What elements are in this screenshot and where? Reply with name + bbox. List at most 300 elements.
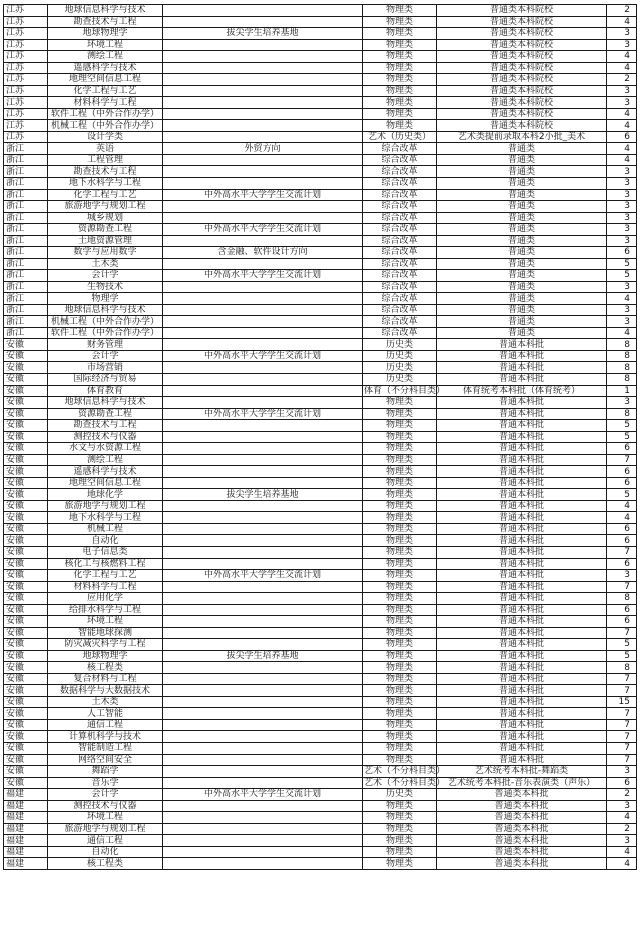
subject-cell: 物理类 xyxy=(363,650,437,662)
note-cell xyxy=(163,316,363,328)
table-row xyxy=(4,546,637,558)
major-cell: 遥感科学与技术 xyxy=(48,466,163,478)
subject-cell: 体育（不分科目类） xyxy=(364,385,446,396)
batch-cell: 普通本科批 xyxy=(437,616,607,628)
batch-cell: 普通类本科院校 xyxy=(437,62,607,74)
plan-count-cell: 3 xyxy=(607,189,637,201)
note-cell xyxy=(163,281,363,293)
subject-cell: 综合改革 xyxy=(363,189,437,201)
table-row xyxy=(4,16,637,28)
major-cell: 材料科学与工程 xyxy=(48,581,163,593)
plan-count-cell: 3 xyxy=(607,39,637,51)
province-cell: 浙江 xyxy=(4,154,48,166)
table-row xyxy=(4,500,637,512)
plan-count-cell: 3 xyxy=(607,766,637,778)
plan-count-cell: 3 xyxy=(607,235,637,247)
plan-count-cell: 8 xyxy=(607,374,637,386)
subject-cell: 物理类 xyxy=(363,512,437,524)
subject-cell: 物理类 xyxy=(363,604,437,616)
note-cell xyxy=(163,62,363,74)
batch-cell: 普通类 xyxy=(437,189,607,201)
plan-count-cell: 5 xyxy=(607,489,637,501)
batch-cell: 体育统考本科批（体育统考） xyxy=(437,385,607,397)
province-cell: 江苏 xyxy=(4,120,48,132)
plan-count-cell: 4 xyxy=(607,108,637,120)
major-cell: 化学工程与工艺 xyxy=(48,85,163,97)
province-cell: 安徽 xyxy=(4,350,48,362)
batch-cell: 普通本科批 xyxy=(437,397,607,409)
plan-count-cell: 6 xyxy=(607,466,637,478)
note-cell xyxy=(163,604,363,616)
note-cell xyxy=(163,293,363,305)
province-cell: 安徽 xyxy=(4,546,48,558)
batch-cell: 普通类 xyxy=(437,247,607,259)
note-cell xyxy=(163,16,363,28)
note-cell xyxy=(163,673,363,685)
batch-cell: 艺术统考本科批-音乐表演类（声乐） xyxy=(437,777,607,789)
batch-cell: 普通本科批 xyxy=(437,650,607,662)
major-cell: 自动化 xyxy=(48,846,163,858)
admission-plan-table xyxy=(3,4,637,870)
province-cell: 江苏 xyxy=(4,5,48,17)
plan-count-cell: 7 xyxy=(607,743,637,755)
table-row xyxy=(4,39,637,51)
major-cell: 旅游地学与规划工程 xyxy=(48,201,163,213)
province-cell: 安徽 xyxy=(4,339,48,351)
subject-cell: 物理类 xyxy=(363,85,437,97)
plan-count-cell: 7 xyxy=(607,454,637,466)
subject-cell: 综合改革 xyxy=(363,293,437,305)
major-cell: 土木类 xyxy=(48,258,163,270)
province-cell: 江苏 xyxy=(4,97,48,109)
subject-cell: 物理类 xyxy=(363,719,437,731)
plan-count-cell: 6 xyxy=(607,777,637,789)
major-cell: 会计学 xyxy=(48,350,163,362)
plan-count-cell: 8 xyxy=(607,350,637,362)
major-cell: 会计学 xyxy=(48,270,163,282)
table-row xyxy=(4,431,637,443)
province-cell: 福建 xyxy=(4,812,48,824)
note-cell xyxy=(163,443,363,455)
major-cell: 软件工程（中外合作办学） xyxy=(48,327,163,339)
major-cell: 舞蹈学 xyxy=(48,766,163,778)
table-row xyxy=(4,177,637,189)
table-row xyxy=(4,696,637,708)
batch-cell: 普通本科批 xyxy=(437,593,607,605)
subject-cell: 物理类 xyxy=(363,535,437,547)
table-row xyxy=(4,258,637,270)
province-cell: 安徽 xyxy=(4,604,48,616)
table-row xyxy=(4,662,637,674)
table-row xyxy=(4,408,637,420)
province-cell: 江苏 xyxy=(4,62,48,74)
table-row xyxy=(4,454,637,466)
subject-cell: 综合改革 xyxy=(363,327,437,339)
province-cell: 福建 xyxy=(4,858,48,870)
plan-count-cell: 4 xyxy=(607,500,637,512)
batch-cell: 普通类 xyxy=(437,327,607,339)
table-row xyxy=(4,62,637,74)
table-row xyxy=(4,270,637,282)
major-cell: 计算机科学与技术 xyxy=(48,731,163,743)
note-cell xyxy=(163,5,363,17)
province-cell: 安徽 xyxy=(4,650,48,662)
batch-cell: 普通本科批 xyxy=(437,754,607,766)
subject-cell: 物理类 xyxy=(363,581,437,593)
table-row xyxy=(4,108,637,120)
plan-count-cell: 3 xyxy=(607,28,637,40)
batch-cell: 普通本科批 xyxy=(437,719,607,731)
note-cell xyxy=(163,51,363,63)
major-cell: 地球信息科学与技术 xyxy=(48,5,163,17)
table-row xyxy=(4,754,637,766)
batch-cell: 普通类 xyxy=(437,270,607,282)
plan-count-cell: 6 xyxy=(607,477,637,489)
batch-cell: 普通类 xyxy=(437,293,607,305)
plan-count-cell: 2 xyxy=(607,5,637,17)
table-row xyxy=(4,350,637,362)
table-row xyxy=(4,766,637,778)
province-cell: 安徽 xyxy=(4,754,48,766)
major-cell: 地球信息科学与技术 xyxy=(48,304,163,316)
plan-count-cell: 4 xyxy=(607,512,637,524)
plan-count-cell: 3 xyxy=(607,304,637,316)
province-cell: 福建 xyxy=(4,846,48,858)
province-cell: 安徽 xyxy=(4,374,48,386)
plan-count-cell: 2 xyxy=(607,74,637,86)
note-cell xyxy=(163,546,363,558)
batch-cell: 普通本科批 xyxy=(437,443,607,455)
major-cell: 复合材料与工程 xyxy=(48,673,163,685)
table-row xyxy=(4,247,637,259)
batch-cell: 普通本科批 xyxy=(437,546,607,558)
subject-cell: 物理类 xyxy=(363,846,437,858)
batch-cell: 普通类本科批 xyxy=(437,835,607,847)
province-cell: 安徽 xyxy=(4,454,48,466)
subject-cell: 综合改革 xyxy=(363,154,437,166)
major-cell: 地下水科学与工程 xyxy=(48,177,163,189)
subject-cell: 综合改革 xyxy=(363,270,437,282)
note-cell xyxy=(163,108,363,120)
table-row xyxy=(4,362,637,374)
batch-cell: 普通类 xyxy=(437,258,607,270)
table-row xyxy=(4,316,637,328)
batch-cell: 普通类 xyxy=(437,304,607,316)
province-cell: 浙江 xyxy=(4,143,48,155)
table-row xyxy=(4,51,637,63)
major-cell: 地球化学 xyxy=(48,489,163,501)
batch-cell: 普通本科批 xyxy=(437,639,607,651)
plan-count-cell: 4 xyxy=(607,812,637,824)
major-cell: 核化工与核燃料工程 xyxy=(48,558,163,570)
plan-count-cell: 8 xyxy=(607,339,637,351)
note-cell xyxy=(163,397,363,409)
subject-cell: 物理类 xyxy=(363,466,437,478)
plan-count-cell: 8 xyxy=(607,408,637,420)
batch-cell: 普通类本科批 xyxy=(437,858,607,870)
plan-count-cell: 6 xyxy=(607,558,637,570)
batch-cell: 普通本科批 xyxy=(437,500,607,512)
note-cell xyxy=(163,512,363,524)
major-cell: 财务管理 xyxy=(48,339,163,351)
batch-cell: 普通类本科院校 xyxy=(437,74,607,86)
plan-count-cell: 6 xyxy=(607,535,637,547)
major-cell: 测控技术与仪器 xyxy=(48,431,163,443)
table-row xyxy=(4,743,637,755)
subject-cell: 历史类 xyxy=(363,339,437,351)
subject-cell: 物理类 xyxy=(363,477,437,489)
table-row xyxy=(4,97,637,109)
province-cell: 安徽 xyxy=(4,466,48,478)
table-row xyxy=(4,143,637,155)
table-row xyxy=(4,304,637,316)
table-row xyxy=(4,835,637,847)
table-row xyxy=(4,627,637,639)
subject-cell: 历史类 xyxy=(363,362,437,374)
note-cell xyxy=(163,777,363,789)
note-cell: 中外高水平大学学生交流计划 xyxy=(163,350,363,362)
table-row xyxy=(4,858,637,870)
batch-cell: 普通类本科批 xyxy=(437,800,607,812)
province-cell: 江苏 xyxy=(4,39,48,51)
note-cell: 中外高水平大学学生交流计划 xyxy=(163,408,363,420)
subject-cell: 艺术（历史类） xyxy=(363,131,437,143)
major-cell: 体育教育 xyxy=(48,385,163,397)
province-cell: 江苏 xyxy=(4,74,48,86)
subject-cell: 历史类 xyxy=(363,789,437,801)
province-cell: 安徽 xyxy=(4,581,48,593)
batch-cell: 普通类本科批 xyxy=(437,812,607,824)
province-cell: 安徽 xyxy=(4,662,48,674)
province-cell: 安徽 xyxy=(4,685,48,697)
province-cell: 安徽 xyxy=(4,616,48,628)
table-row xyxy=(4,673,637,685)
batch-cell: 普通类本科院校 xyxy=(437,16,607,28)
subject-cell: 物理类 xyxy=(363,731,437,743)
batch-cell: 普通类 xyxy=(437,166,607,178)
note-cell xyxy=(163,800,363,812)
table-row xyxy=(4,131,637,143)
subject-cell: 物理类 xyxy=(363,593,437,605)
table-row xyxy=(4,616,637,628)
table-row xyxy=(4,708,637,720)
table-row xyxy=(4,535,637,547)
plan-count-cell: 3 xyxy=(607,201,637,213)
subject-cell: 物理类 xyxy=(363,28,437,40)
note-cell xyxy=(163,120,363,132)
subject-cell: 物理类 xyxy=(363,662,437,674)
subject-cell: 物理类 xyxy=(363,397,437,409)
subject-cell: 物理类 xyxy=(363,696,437,708)
table-row xyxy=(4,581,637,593)
subject-cell: 历史类 xyxy=(363,350,437,362)
subject-cell: 物理类 xyxy=(363,627,437,639)
table-row xyxy=(4,74,637,86)
subject-cell: 物理类 xyxy=(363,62,437,74)
batch-cell: 普通类 xyxy=(437,224,607,236)
province-cell: 安徽 xyxy=(4,673,48,685)
subject-cell: 物理类 xyxy=(363,616,437,628)
province-cell: 浙江 xyxy=(4,189,48,201)
batch-cell: 艺术类提前录取本科2小批_美术 xyxy=(437,131,607,143)
batch-cell: 普通本科批 xyxy=(437,408,607,420)
batch-cell: 普通本科批 xyxy=(437,431,607,443)
table-row xyxy=(4,281,637,293)
province-cell: 浙江 xyxy=(4,270,48,282)
plan-count-cell: 6 xyxy=(607,616,637,628)
batch-cell: 普通本科批 xyxy=(437,743,607,755)
note-cell xyxy=(163,85,363,97)
plan-count-cell: 4 xyxy=(607,51,637,63)
subject-cell: 综合改革 xyxy=(363,166,437,178)
batch-cell: 普通类 xyxy=(437,201,607,213)
table-row xyxy=(4,5,637,17)
province-cell: 江苏 xyxy=(4,131,48,143)
note-cell xyxy=(163,477,363,489)
plan-count-cell: 7 xyxy=(607,581,637,593)
province-cell: 江苏 xyxy=(4,85,48,97)
table-row xyxy=(4,327,637,339)
batch-cell: 普通本科批 xyxy=(437,604,607,616)
table-row xyxy=(4,189,637,201)
batch-cell: 普通本科批 xyxy=(437,420,607,432)
major-cell: 生物技术 xyxy=(48,281,163,293)
major-cell: 数据科学与大数据技术 xyxy=(48,685,163,697)
major-cell: 地球信息科学与技术 xyxy=(48,397,163,409)
province-cell: 江苏 xyxy=(4,108,48,120)
batch-cell: 普通本科批 xyxy=(437,477,607,489)
major-cell: 环境工程 xyxy=(48,616,163,628)
batch-cell: 普通本科批 xyxy=(437,558,607,570)
province-cell: 安徽 xyxy=(4,397,48,409)
subject-cell: 综合改革 xyxy=(363,143,437,155)
subject-cell: 物理类 xyxy=(363,443,437,455)
subject-cell: 物理类 xyxy=(363,800,437,812)
province-cell: 安徽 xyxy=(4,696,48,708)
subject-cell: 物理类 xyxy=(363,546,437,558)
subject-cell: 物理类 xyxy=(363,685,437,697)
plan-count-cell: 4 xyxy=(607,120,637,132)
batch-cell: 普通本科批 xyxy=(437,512,607,524)
table-row xyxy=(4,235,637,247)
major-cell: 人工智能 xyxy=(48,708,163,720)
province-cell: 福建 xyxy=(4,835,48,847)
major-cell: 通信工程 xyxy=(48,719,163,731)
plan-count-cell: 4 xyxy=(607,846,637,858)
province-cell: 江苏 xyxy=(4,51,48,63)
table-row xyxy=(4,397,637,409)
note-cell xyxy=(163,166,363,178)
table-row xyxy=(4,593,637,605)
note-cell: 中外高水平大学学生交流计划 xyxy=(163,789,363,801)
province-cell: 浙江 xyxy=(4,212,48,224)
province-cell: 福建 xyxy=(4,823,48,835)
major-cell: 机械工程 xyxy=(48,523,163,535)
batch-cell: 普通类本科院校 xyxy=(437,108,607,120)
subject-cell: 物理类 xyxy=(363,754,437,766)
province-cell: 安徽 xyxy=(4,743,48,755)
major-cell: 通信工程 xyxy=(48,835,163,847)
province-cell: 浙江 xyxy=(4,177,48,189)
note-cell xyxy=(163,639,363,651)
batch-cell: 普通类本科院校 xyxy=(437,5,607,17)
plan-count-cell: 1 xyxy=(607,385,637,397)
note-cell xyxy=(163,708,363,720)
major-cell: 机械工程（中外合作办学） xyxy=(48,316,163,328)
batch-cell: 普通类 xyxy=(437,177,607,189)
province-cell: 安徽 xyxy=(4,627,48,639)
note-cell xyxy=(163,846,363,858)
major-cell: 智能制造工程 xyxy=(48,743,163,755)
plan-count-cell: 3 xyxy=(607,212,637,224)
batch-cell: 普通类本科批 xyxy=(437,846,607,858)
province-cell: 福建 xyxy=(4,789,48,801)
plan-count-cell: 5 xyxy=(607,431,637,443)
note-cell xyxy=(163,97,363,109)
batch-cell: 普通本科批 xyxy=(437,662,607,674)
table-row xyxy=(4,477,637,489)
batch-cell: 普通类 xyxy=(437,143,607,155)
plan-count-cell: 6 xyxy=(607,523,637,535)
plan-count-cell: 4 xyxy=(607,16,637,28)
subject-cell: 综合改革 xyxy=(363,316,437,328)
major-cell: 勘查技术与工程 xyxy=(48,16,163,28)
province-cell: 安徽 xyxy=(4,639,48,651)
note-cell xyxy=(163,466,363,478)
subject-cell: 物理类 xyxy=(363,500,437,512)
major-cell: 勘查技术与工程 xyxy=(48,420,163,432)
province-cell: 安徽 xyxy=(4,408,48,420)
note-cell xyxy=(163,201,363,213)
plan-count-cell: 5 xyxy=(607,650,637,662)
table-row xyxy=(4,604,637,616)
note-cell xyxy=(163,500,363,512)
subject-cell: 物理类 xyxy=(363,120,437,132)
note-cell xyxy=(163,581,363,593)
batch-cell: 普通本科批 xyxy=(437,535,607,547)
subject-cell: 物理类 xyxy=(363,823,437,835)
province-cell: 浙江 xyxy=(4,258,48,270)
batch-cell: 普通本科批 xyxy=(437,350,607,362)
note-cell xyxy=(163,258,363,270)
plan-count-cell: 3 xyxy=(607,166,637,178)
note-cell: 中外高水平大学学生交流计划 xyxy=(163,189,363,201)
plan-count-cell: 3 xyxy=(607,316,637,328)
table-row xyxy=(4,789,637,801)
major-cell: 英语 xyxy=(48,143,163,155)
province-cell: 安徽 xyxy=(4,443,48,455)
table-row xyxy=(4,731,637,743)
province-cell: 安徽 xyxy=(4,489,48,501)
major-cell: 环境工程 xyxy=(48,812,163,824)
major-cell: 软件工程（中外合作办学） xyxy=(48,108,163,120)
table-row xyxy=(4,293,637,305)
table-row xyxy=(4,489,637,501)
subject-cell: 综合改革 xyxy=(363,201,437,213)
batch-cell: 普通类本科院校 xyxy=(437,85,607,97)
subject-cell: 综合改革 xyxy=(363,177,437,189)
subject-cell: 物理类 xyxy=(363,420,437,432)
table-row xyxy=(4,28,637,40)
subject-cell: 艺术（不分科目类） xyxy=(364,766,446,777)
province-cell: 浙江 xyxy=(4,327,48,339)
table-body xyxy=(4,5,637,870)
table-row xyxy=(4,846,637,858)
major-cell: 物理学 xyxy=(48,293,163,305)
subject-cell: 物理类 xyxy=(363,16,437,28)
note-cell xyxy=(163,39,363,51)
plan-count-cell: 3 xyxy=(607,85,637,97)
